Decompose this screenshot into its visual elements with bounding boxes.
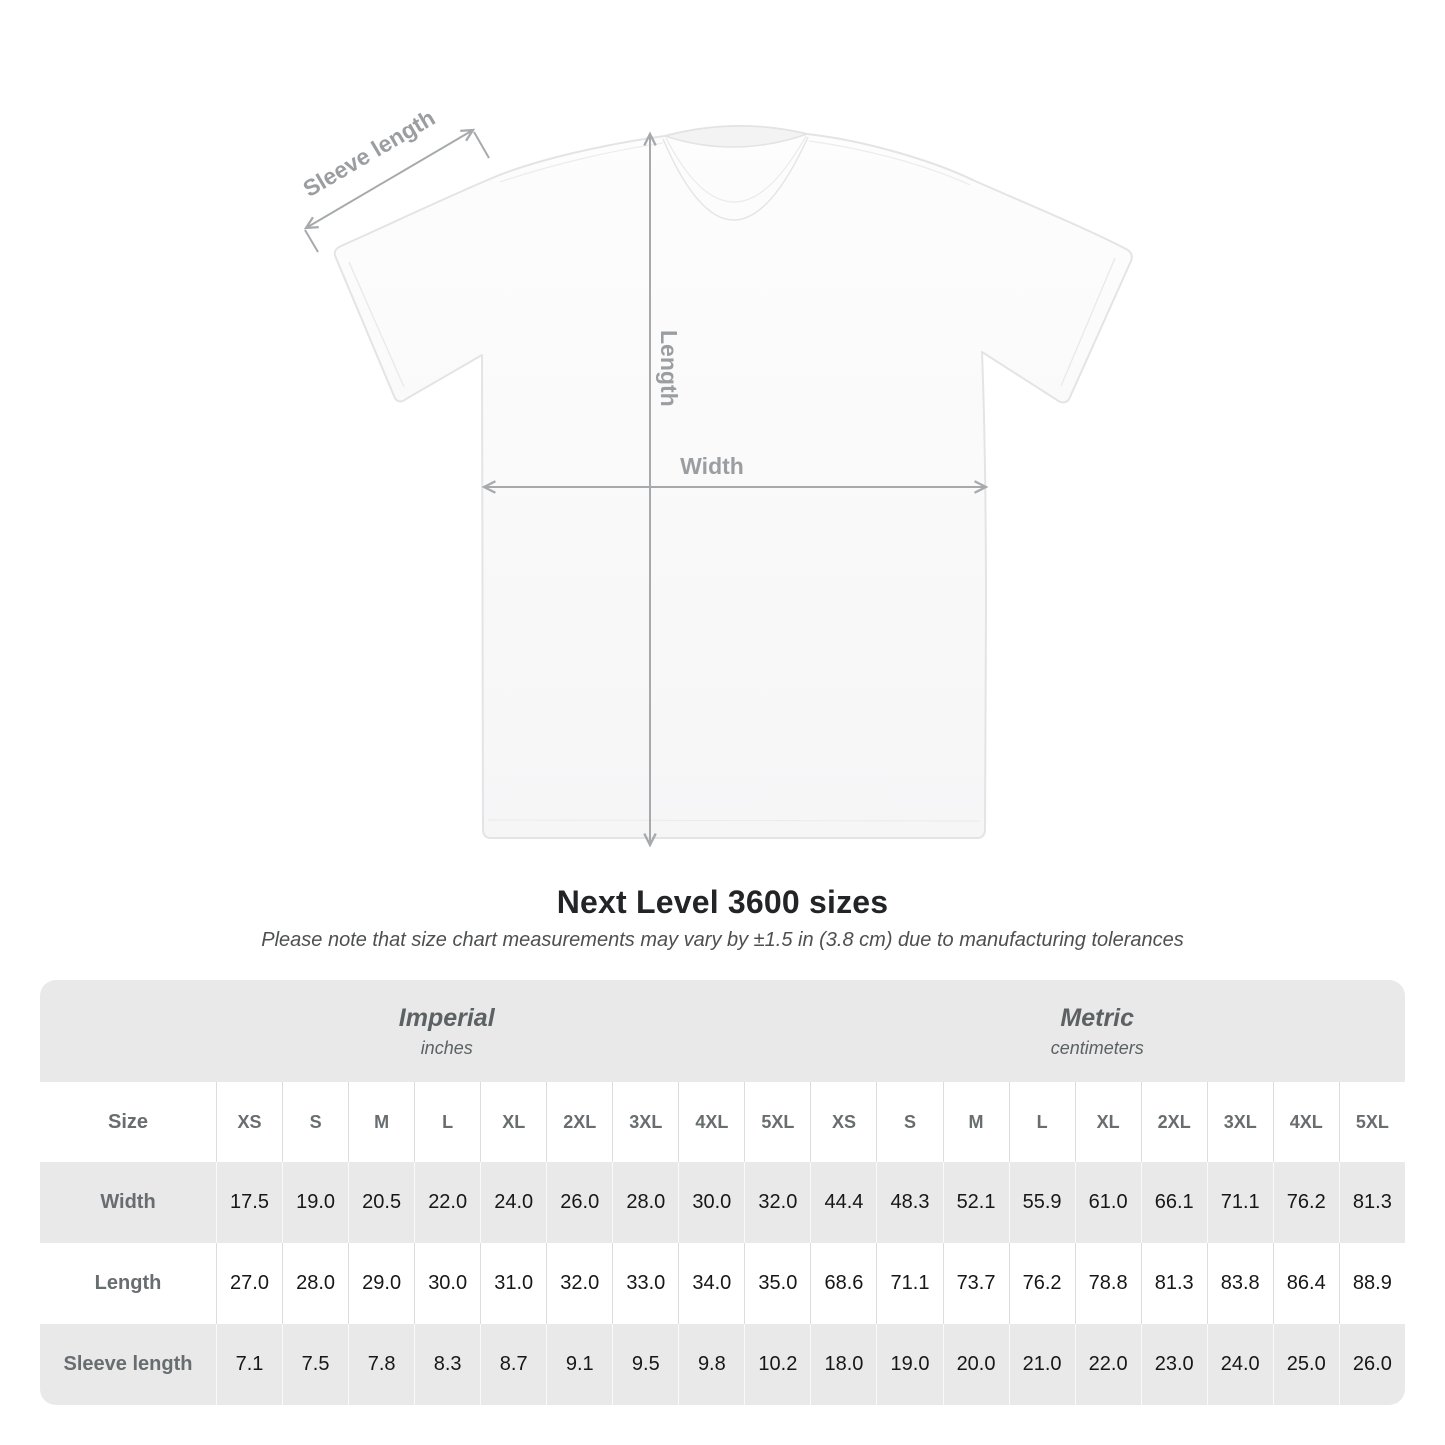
measurement-cell: 76.2 — [1009, 1243, 1075, 1324]
measurement-cell: 26.0 — [546, 1162, 612, 1243]
measurement-cell: 61.0 — [1075, 1162, 1141, 1243]
measurement-cell: 32.0 — [546, 1243, 612, 1324]
measurement-cell: 7.5 — [282, 1324, 348, 1405]
measurement-cell: 68.6 — [810, 1243, 876, 1324]
measurement-cell: 28.0 — [282, 1243, 348, 1324]
measurement-cell: 9.1 — [546, 1324, 612, 1405]
size-header-cell: 2XL — [1141, 1082, 1207, 1162]
size-header-cell: XL — [1075, 1082, 1141, 1162]
measurement-cell: 30.0 — [414, 1243, 480, 1324]
metric-title: Metric — [1060, 1003, 1135, 1032]
size-header-cell: M — [348, 1082, 414, 1162]
measurement-cell: 44.4 — [810, 1162, 876, 1243]
metric-header — [810, 980, 1405, 1082]
measurement-cell: 7.8 — [348, 1324, 414, 1405]
row-label: Sleeve length — [40, 1324, 216, 1405]
extension-tick — [305, 230, 318, 252]
measurement-cell: 81.3 — [1339, 1162, 1405, 1243]
measurement-cell: 88.9 — [1339, 1243, 1405, 1324]
size-header-cell: 4XL — [1273, 1082, 1339, 1162]
size-header-cell: XL — [480, 1082, 546, 1162]
size-header-row — [40, 1082, 1405, 1162]
measurement-cell: 9.8 — [678, 1324, 744, 1405]
measurement-cell: 7.1 — [216, 1324, 282, 1405]
row-label: Width — [40, 1162, 216, 1243]
measurement-cell: 71.1 — [876, 1243, 942, 1324]
measurement-cell: 20.5 — [348, 1162, 414, 1243]
size-header-cell: 5XL — [1339, 1082, 1405, 1162]
measurement-cell: 71.1 — [1207, 1162, 1273, 1243]
size-header-cell: L — [1009, 1082, 1075, 1162]
size-header-cell: M — [943, 1082, 1009, 1162]
measurement-cell: 78.8 — [1075, 1243, 1141, 1324]
extension-tick — [474, 132, 489, 158]
measurement-cell: 31.0 — [480, 1243, 546, 1324]
tshirt-graphic — [335, 126, 1132, 838]
measurement-cell: 83.8 — [1207, 1243, 1273, 1324]
measurement-cell: 48.3 — [876, 1162, 942, 1243]
measurement-cell: 27.0 — [216, 1243, 282, 1324]
measurement-cell: 32.0 — [744, 1162, 810, 1243]
measurement-cell: 76.2 — [1273, 1162, 1339, 1243]
table-row — [40, 1243, 1405, 1324]
table-row — [40, 1324, 1405, 1405]
measurement-cell: 29.0 — [348, 1243, 414, 1324]
measurement-cell: 26.0 — [1339, 1324, 1405, 1405]
size-header-cell: 4XL — [678, 1082, 744, 1162]
unit-band-row — [40, 980, 1405, 1082]
size-header-cell: L — [414, 1082, 480, 1162]
measurement-cell: 52.1 — [943, 1162, 1009, 1243]
sleeve-length-label: Sleeve length — [298, 104, 440, 202]
imperial-header — [40, 980, 810, 1082]
measurement-cell: 22.0 — [414, 1162, 480, 1243]
measurement-cell: 66.1 — [1141, 1162, 1207, 1243]
measurement-cell: 28.0 — [612, 1162, 678, 1243]
page-title: Next Level 3600 sizes — [556, 884, 889, 920]
size-header-cell: S — [876, 1082, 942, 1162]
imperial-title: Imperial — [398, 1003, 495, 1032]
imperial-subtitle: inches — [420, 1037, 473, 1058]
size-column-label: Size — [40, 1082, 216, 1162]
measurement-cell: 30.0 — [678, 1162, 744, 1243]
length-label: Length — [656, 330, 682, 407]
measurement-cell: 20.0 — [943, 1324, 1009, 1405]
size-table — [40, 980, 1405, 1405]
measurement-cell: 19.0 — [876, 1324, 942, 1405]
measurement-cell: 86.4 — [1273, 1243, 1339, 1324]
measurement-cell: 25.0 — [1273, 1324, 1339, 1405]
size-header-cell: S — [282, 1082, 348, 1162]
measurement-cell: 21.0 — [1009, 1324, 1075, 1405]
width-label: Width — [680, 453, 744, 479]
measurement-cell: 73.7 — [943, 1243, 1009, 1324]
size-header-cell: 2XL — [546, 1082, 612, 1162]
size-header-cell: 3XL — [612, 1082, 678, 1162]
measurement-cell: 81.3 — [1141, 1243, 1207, 1324]
measurement-cell: 24.0 — [480, 1162, 546, 1243]
tolerance-note: Please note that size chart measurements may vary by ±1.5 in (3.8 cm) due to manufacturing tolerances — [261, 929, 1184, 951]
measurement-cell: 8.3 — [414, 1324, 480, 1405]
measurement-cell: 55.9 — [1009, 1162, 1075, 1243]
measurement-cell: 9.5 — [612, 1324, 678, 1405]
table-row — [40, 1162, 1405, 1243]
measurement-cell: 18.0 — [810, 1324, 876, 1405]
measurement-cell: 10.2 — [744, 1324, 810, 1405]
tshirt-body — [335, 126, 1132, 838]
measurement-cell: 22.0 — [1075, 1324, 1141, 1405]
measurement-cell: 33.0 — [612, 1243, 678, 1324]
measurement-cell: 19.0 — [282, 1162, 348, 1243]
size-header-cell: 5XL — [744, 1082, 810, 1162]
measurement-cell: 8.7 — [480, 1324, 546, 1405]
metric-subtitle: centimeters — [1050, 1037, 1144, 1058]
measurement-cell: 23.0 — [1141, 1324, 1207, 1405]
measurement-cell: 34.0 — [678, 1243, 744, 1324]
size-header-cell: 3XL — [1207, 1082, 1273, 1162]
measurement-cell: 17.5 — [216, 1162, 282, 1243]
size-header-cell: XS — [216, 1082, 282, 1162]
row-label: Length — [40, 1243, 216, 1324]
size-header-cell: XS — [810, 1082, 876, 1162]
measurement-cell: 35.0 — [744, 1243, 810, 1324]
measurement-cell: 24.0 — [1207, 1324, 1273, 1405]
